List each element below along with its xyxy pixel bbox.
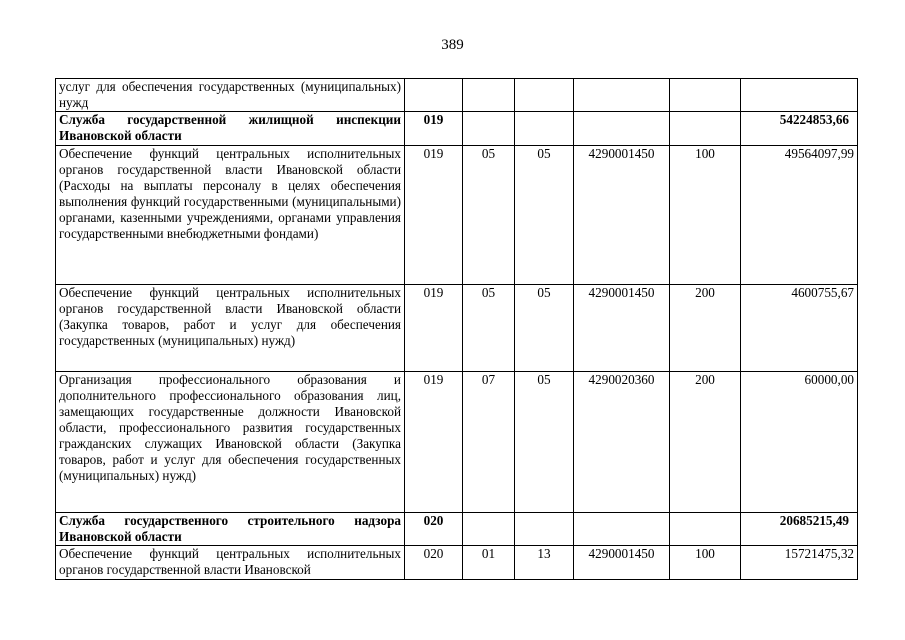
ministry-code: 019 [405, 146, 463, 285]
table-row [56, 513, 858, 546]
subsection-code: 13 [515, 546, 574, 580]
target-article-code: 4290020360 [574, 372, 670, 513]
expense-type-code: 100 [670, 546, 741, 580]
target-article-code [574, 79, 670, 112]
expense-type-code: 200 [670, 372, 741, 513]
section-code: 05 [463, 146, 515, 285]
ministry-code: 019 [405, 285, 463, 372]
budget-table [55, 78, 858, 580]
section-code: 05 [463, 285, 515, 372]
ministry-code: 019 [405, 372, 463, 513]
table-row [56, 285, 858, 372]
item-name: Служба государственного строительного надзора Ивановской области [56, 513, 405, 546]
target-article-code [574, 112, 670, 146]
table-row [56, 146, 858, 285]
item-name: услуг для обеспечения государственных (муниципальных) нужд [56, 79, 405, 112]
item-name: Организация профессионального образования и дополнительного профессионального образования лиц, замещающих государственные должности Ивановской области, профессионального развития государственных гражданских служащих Ивановской области (Закупка товаров, работ и услуг для обеспечения государственных (муниципальных) нужд) [56, 372, 405, 513]
amount: 4600755,67 [741, 285, 858, 372]
subsection-code: 05 [515, 146, 574, 285]
target-article-code: 4290001450 [574, 285, 670, 372]
target-article-code: 4290001450 [574, 546, 670, 580]
amount: 20685215,49 [741, 513, 858, 546]
section-code: 07 [463, 372, 515, 513]
expense-type-code: 200 [670, 285, 741, 372]
ministry-code: 019 [405, 112, 463, 146]
target-article-code: 4290001450 [574, 146, 670, 285]
section-code [463, 79, 515, 112]
section-code: 01 [463, 546, 515, 580]
subsection-code: 05 [515, 372, 574, 513]
page-number: 389 [441, 37, 464, 53]
subsection-code: 05 [515, 285, 574, 372]
table-body [56, 79, 858, 580]
ministry-code: 020 [405, 546, 463, 580]
item-name: Обеспечение функций центральных исполнительных органов государственной власти Ивановской области (Закупка товаров, работ и услуг для обеспечения государственных (муниципальных) нужд) [56, 285, 405, 372]
amount: 15721475,32 [741, 546, 858, 580]
item-name: Обеспечение функций центральных исполнительных органов государственной власти Ивановской области (Расходы на выплаты персоналу в целях обеспечения выполнения функций государственными (муниципальными) органами, казенными учреждениями, органами управления государственными внебюджетными фондами) [56, 146, 405, 285]
expense-type-code [670, 79, 741, 112]
expense-type-code [670, 513, 741, 546]
amount: 54224853,66 [741, 112, 858, 146]
subsection-code [515, 513, 574, 546]
expense-type-code [670, 112, 741, 146]
table-row [56, 372, 858, 513]
table-row [56, 112, 858, 146]
section-code [463, 513, 515, 546]
amount: 60000,00 [741, 372, 858, 513]
subsection-code [515, 79, 574, 112]
section-code [463, 112, 515, 146]
ministry-code: 020 [405, 513, 463, 546]
ministry-code [405, 79, 463, 112]
item-name: Обеспечение функций центральных исполнительных органов государственной власти Ивановской [56, 546, 405, 580]
amount [741, 79, 858, 112]
amount: 49564097,99 [741, 146, 858, 285]
subsection-code [515, 112, 574, 146]
expense-type-code: 100 [670, 146, 741, 285]
target-article-code [574, 513, 670, 546]
table-row [56, 546, 858, 580]
table-row [56, 79, 858, 112]
item-name: Служба государственной жилищной инспекции Ивановской области [56, 112, 405, 146]
